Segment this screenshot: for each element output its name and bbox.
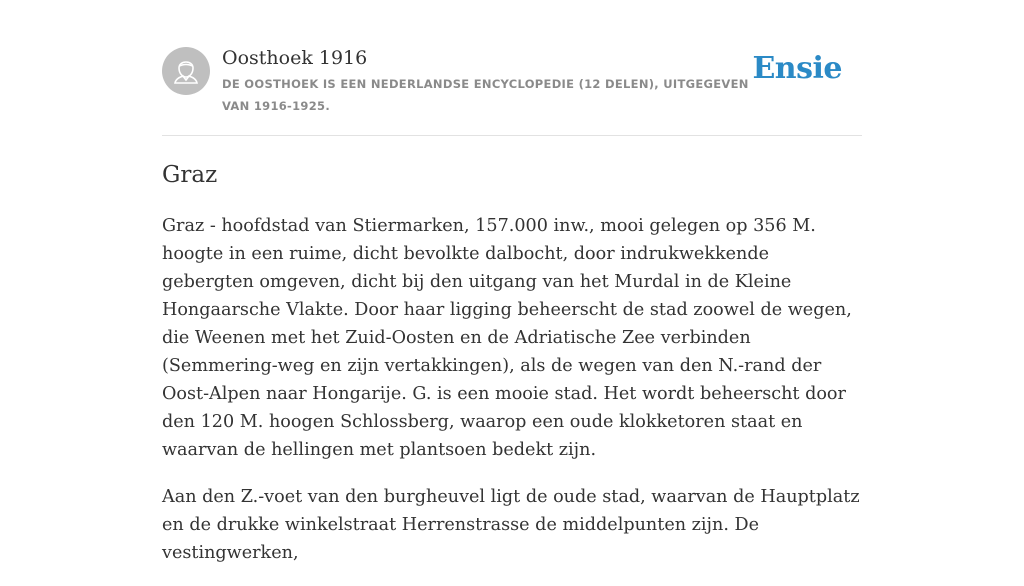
source-name[interactable]: Oosthoek 1916	[222, 47, 368, 69]
user-icon	[162, 47, 210, 95]
avatar[interactable]	[162, 47, 210, 95]
article-body	[162, 212, 864, 586]
ensie-logo[interactable]: Ensie	[752, 51, 842, 86]
source-description: DE OOSTHOEK IS EEN NEDERLANDSE ENCYCLOPEDIE (12 DELEN), UITGEGEVEN VAN 1916-1925.	[222, 77, 749, 113]
source-header	[162, 47, 862, 117]
article-paragraph: Aan den Z.-voet van den burgheuvel ligt de oude stad, waarvan de Hauptplatz en de drukke winkelstraat Herrenstrasse de middelpunten zijn. De vestingwerken,	[162, 487, 860, 563]
divider	[162, 135, 862, 136]
article-paragraph: Graz - hoofdstad van Stiermarken, 157.000 inw., mooi gelegen op 356 M. hoogte in een ruime, dicht bevolkte dalbocht, door indrukwekkende gebergten omgeven, dicht bij den uitgang van het Murdal in de Kleine Hongaarsche Vlakte. Door haar ligging beheerscht de stad zoowel de wegen, die Weenen met het Zuid-Oosten en de Adriatische Zee verbinden (Semmering-weg en zijn vertakkingen), als de wegen van den N.-rand der Oost-Alpen naar Hongarije. G. is een mooie stad. Het wordt beheerscht door den 120 M. hoogen Schlossberg, waarop een oude klokketoren staat en waarvan de hellingen met plantsoen bedekt zijn.	[162, 216, 852, 460]
page-title: Graz	[162, 162, 218, 188]
